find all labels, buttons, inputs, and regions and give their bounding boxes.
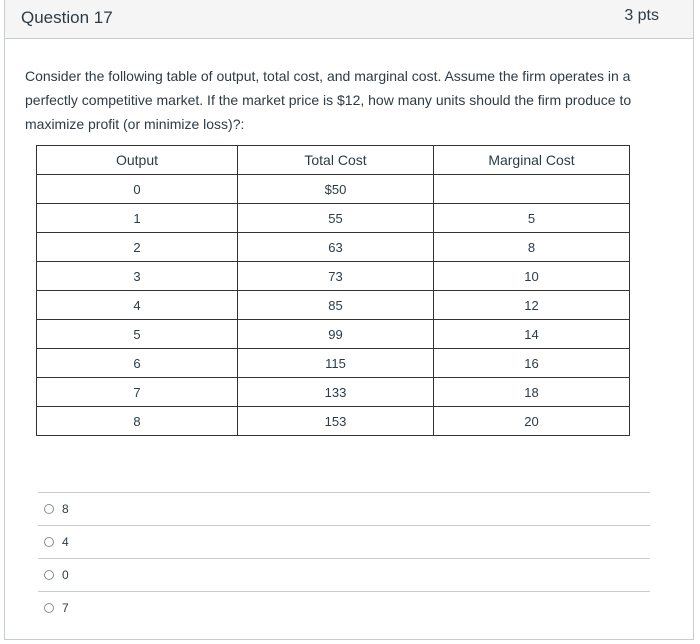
cell-output: 3 bbox=[37, 262, 238, 291]
question-prompt: Consider the following table of output, total cost, and marginal cost. Assume the firm operates in a perfectly competitive market. If the market price is $12, how many units should the firm produce to maximize profit (or minimize loss)?: bbox=[25, 68, 632, 132]
answer-label: 4 bbox=[62, 535, 69, 549]
answer-label: 0 bbox=[62, 568, 69, 582]
cell-total-cost: $50 bbox=[238, 175, 434, 204]
answer-option-7[interactable] bbox=[38, 591, 650, 624]
table-row bbox=[37, 407, 630, 436]
answer-label: 7 bbox=[62, 601, 69, 615]
column-header-total-cost: Total Cost bbox=[238, 146, 434, 175]
cell-total-cost: 73 bbox=[238, 262, 434, 291]
cell-total-cost: 55 bbox=[238, 204, 434, 233]
answer-option-4[interactable] bbox=[38, 525, 650, 558]
cell-total-cost: 153 bbox=[238, 407, 434, 436]
table-row bbox=[37, 349, 630, 378]
cell-marginal-cost: 10 bbox=[434, 262, 630, 291]
cost-table bbox=[36, 145, 630, 436]
cell-output: 6 bbox=[37, 349, 238, 378]
cell-output: 0 bbox=[37, 175, 238, 204]
cell-marginal-cost: 16 bbox=[434, 349, 630, 378]
radio-button[interactable] bbox=[44, 504, 54, 514]
table-row bbox=[37, 291, 630, 320]
table-row bbox=[37, 204, 630, 233]
column-header-output: Output bbox=[37, 146, 238, 175]
radio-button[interactable] bbox=[44, 603, 54, 613]
table-row bbox=[37, 262, 630, 291]
radio-button[interactable] bbox=[44, 537, 54, 547]
cell-output: 2 bbox=[37, 233, 238, 262]
cell-marginal-cost: 20 bbox=[434, 407, 630, 436]
cell-marginal-cost: 8 bbox=[434, 233, 630, 262]
cell-marginal-cost bbox=[434, 175, 630, 204]
question-points: 3 pts bbox=[624, 7, 659, 24]
cell-marginal-cost: 14 bbox=[434, 320, 630, 349]
cell-marginal-cost: 5 bbox=[434, 204, 630, 233]
cell-total-cost: 99 bbox=[238, 320, 434, 349]
cell-total-cost: 85 bbox=[238, 291, 434, 320]
table-row bbox=[37, 175, 630, 204]
cell-output: 7 bbox=[37, 378, 238, 407]
cell-output: 4 bbox=[37, 291, 238, 320]
table-row bbox=[37, 233, 630, 262]
answer-option-8[interactable] bbox=[38, 492, 650, 525]
cell-total-cost: 133 bbox=[238, 378, 434, 407]
cell-output: 5 bbox=[37, 320, 238, 349]
table-row bbox=[37, 320, 630, 349]
question-header bbox=[5, 0, 693, 39]
cell-output: 8 bbox=[37, 407, 238, 436]
cell-total-cost: 115 bbox=[238, 349, 434, 378]
answer-options bbox=[38, 492, 650, 624]
cell-output: 1 bbox=[37, 204, 238, 233]
radio-button[interactable] bbox=[44, 570, 54, 580]
answer-label: 8 bbox=[62, 502, 69, 516]
cell-marginal-cost: 12 bbox=[434, 291, 630, 320]
cell-marginal-cost: 18 bbox=[434, 378, 630, 407]
table-header-row bbox=[37, 146, 630, 175]
column-header-marginal-cost: Marginal Cost bbox=[434, 146, 630, 175]
cell-total-cost: 63 bbox=[238, 233, 434, 262]
answer-option-0[interactable] bbox=[38, 558, 650, 591]
table-row bbox=[37, 378, 630, 407]
question-title: Question 17 bbox=[21, 8, 113, 27]
